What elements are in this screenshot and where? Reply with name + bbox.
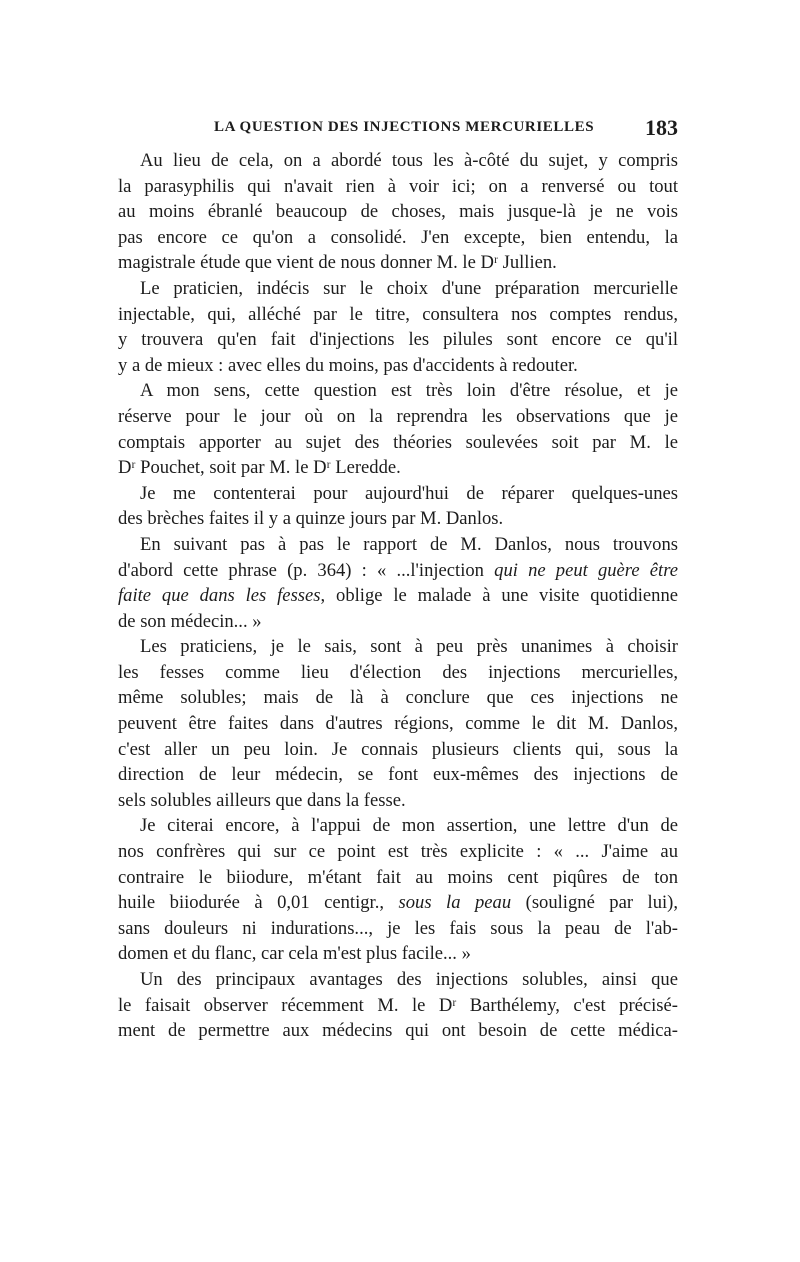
text-line: [118, 609, 678, 635]
italic-segment: sous la peau: [398, 892, 512, 914]
text-line: [118, 685, 678, 711]
text-segment: c'est aller un peu loin. Je connais plusieurs clients qui, sous la: [118, 738, 678, 760]
text-line: [118, 174, 678, 200]
text-line: [118, 660, 678, 686]
text-segment: au moins ébranlé beaucoup de choses, mais jusque-là je ne vois: [118, 201, 678, 223]
text-segment: réserve pour le jour où on la reprendra les observations que je: [118, 405, 678, 427]
page-header: [118, 117, 678, 143]
text-line: [118, 583, 678, 609]
text-segment: , oblige le malade à une visite quotidienne: [320, 585, 678, 607]
text-segment: En suivant pas à pas le rapport de M. Danlos, nous trouvons: [140, 533, 678, 555]
text-line: [118, 250, 678, 276]
text-segment: direction de leur médecin, se font eux-mêmes des injections de: [118, 764, 678, 786]
text-line: [118, 967, 678, 993]
text-line: [118, 737, 678, 763]
text-segment: Je me contenterai pour aujourd'hui de réparer quelques-unes: [140, 482, 678, 504]
text-line: [118, 839, 678, 865]
text-segment: nos confrères qui sur ce point est très explicite : « ... J'aime au: [118, 841, 678, 863]
text-line: [118, 506, 678, 532]
italic-segment: faite que dans les fesses: [118, 585, 321, 607]
text-line: [118, 916, 678, 942]
text-line: [118, 481, 678, 507]
text-segment: Au lieu de cela, on a abordé tous les à-côté du sujet, y compris: [140, 150, 678, 171]
text-segment: le faisait observer récemment M. le Dʳ Barthélemy, c'est précisé-: [118, 994, 678, 1016]
text-segment: les fesses comme lieu d'élection des injections mercurielles,: [118, 661, 678, 683]
text-segment: magistrale étude que vient de nous donner M. le Dʳ Jullien.: [118, 252, 557, 274]
text-segment: contraire le biiodure, m'étant fait au moins cent piqûres de ton: [118, 866, 678, 888]
text-line: [118, 430, 678, 456]
text-line: [118, 711, 678, 737]
text-segment: des brèches faites il y a quinze jours par M. Danlos.: [118, 508, 504, 530]
text-segment: injectable, qui, alléché par le titre, consultera nos comptes rendus,: [118, 303, 678, 325]
text-line: [118, 813, 678, 839]
text-line: [118, 941, 678, 967]
running-title: LA QUESTION DES INJECTIONS MERCURIELLES: [214, 119, 595, 135]
text-line: [118, 455, 678, 481]
body-text: [118, 148, 678, 1044]
text-segment: sels solubles ailleurs que dans la fesse.: [118, 789, 406, 811]
text-line: [118, 762, 678, 788]
text-line: [118, 865, 678, 891]
text-line: [118, 634, 678, 660]
text-segment: de son médecin... »: [118, 610, 262, 632]
text-segment: peuvent être faites dans d'autres régions, comme le dit M. Danlos,: [118, 713, 678, 735]
text-segment: même solubles; mais de là à conclure que ces injections ne: [118, 687, 678, 709]
text-segment: Je citerai encore, à l'appui de mon assertion, une lettre d'un de: [140, 815, 678, 837]
text-segment: domen et du flanc, car cela m'est plus facile... »: [118, 943, 471, 965]
text-segment: Les praticiens, je le sais, sont à peu près unanimes à choisir: [140, 636, 678, 658]
text-segment: Un des principaux avantages des injections solubles, ainsi que: [140, 969, 678, 990]
text-line: [118, 993, 678, 1019]
text-line: [118, 532, 678, 558]
page-number: 183: [645, 115, 678, 140]
text-segment: y a de mieux : avec elles du moins, pas d'accidents à redouter.: [118, 354, 578, 376]
text-line: [118, 225, 678, 251]
text-line: [118, 890, 678, 916]
text-segment: (souligné par lui),: [511, 892, 678, 914]
text-segment: sans douleurs ni indurations..., je les fais sous la peau de l'ab-: [118, 917, 678, 939]
text-segment: ment de permettre aux médecins qui ont besoin de cette médica-: [118, 1020, 678, 1042]
text-segment: y trouvera qu'en fait d'injections les pilules sont encore ce qu'il: [118, 329, 678, 351]
text-line: [118, 327, 678, 353]
italic-segment: qui ne peut guère être: [494, 559, 678, 581]
text-line: [118, 199, 678, 225]
text-line: [118, 302, 678, 328]
text-line: [118, 276, 678, 302]
text-segment: Dʳ Pouchet, soit par M. le Dʳ Leredde.: [118, 457, 401, 479]
text-line: [118, 1018, 678, 1044]
text-segment: d'abord cette phrase (p. 364) : « ...l'injection: [118, 559, 495, 581]
text-segment: comptais apporter au sujet des théories soulevées soit par M. le: [118, 431, 678, 453]
text-line: [118, 148, 678, 174]
text-line: [118, 378, 678, 404]
text-segment: la parasyphilis qui n'avait rien à voir ici; on a renversé ou tout: [118, 175, 678, 197]
text-segment: huile biiodurée à 0,01 centigr.,: [118, 892, 399, 914]
text-segment: A mon sens, cette question est très loin d'être résolue, et je: [140, 380, 678, 402]
text-line: [118, 353, 678, 379]
text-line: [118, 788, 678, 814]
text-segment: pas encore ce qu'on a consolidé. J'en excepte, bien entendu, la: [118, 226, 678, 248]
text-segment: Le praticien, indécis sur le choix d'une préparation mercurielle: [140, 277, 678, 299]
text-line: [118, 404, 678, 430]
text-line: [118, 558, 678, 584]
